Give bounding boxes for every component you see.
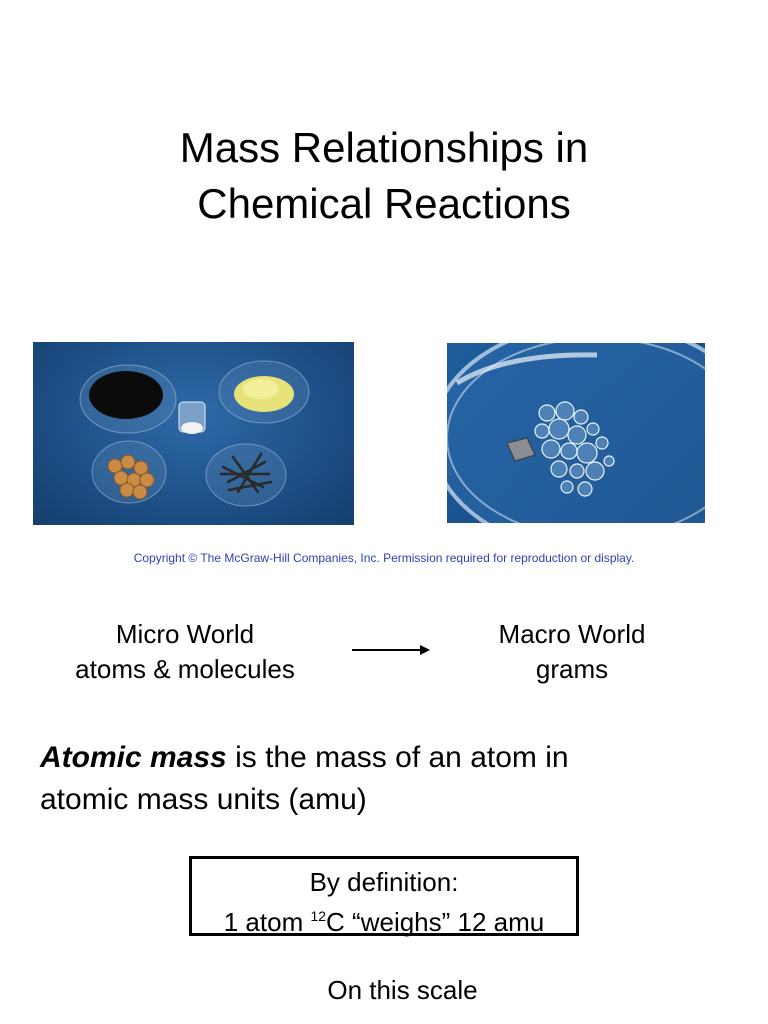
micro-world-sub: atoms & molecules xyxy=(75,654,295,684)
macro-world-sub: grams xyxy=(535,654,609,684)
title-line-2: Chemical Reactions xyxy=(197,180,571,227)
footer-text: On this scale xyxy=(327,975,478,1005)
definition-prefix: 1 atom xyxy=(223,907,311,937)
samples-photo xyxy=(33,342,354,525)
copyright-notice: Copyright © The McGraw-Hill Companies, Inc. Permission required for reproduction or display. xyxy=(133,551,635,565)
definition-statement xyxy=(192,899,576,939)
atomic-mass-rest: is the mass of an atom in xyxy=(226,741,569,774)
atomic-mass-line-2: atomic mass units (amu) xyxy=(40,783,367,816)
definition-heading: By definition: xyxy=(309,867,459,897)
micro-world-heading: Micro World xyxy=(115,619,255,649)
reaction-photo xyxy=(447,343,705,523)
micro-world-label xyxy=(40,617,330,687)
isotope-mass-number: 12 xyxy=(310,908,327,924)
definition-suffix: C “weighs” 12 amu xyxy=(326,907,545,937)
macro-world-label xyxy=(452,617,692,687)
reaction-illustration xyxy=(447,343,705,523)
samples-illustration xyxy=(33,342,354,525)
definition-box xyxy=(189,856,579,936)
atomic-mass-definition xyxy=(40,737,740,821)
atomic-mass-term: Atomic mass xyxy=(40,741,227,774)
page-title xyxy=(0,120,768,232)
macro-world-heading: Macro World xyxy=(498,619,646,649)
atomic-mass-line-1 xyxy=(40,737,740,779)
right-arrow-icon xyxy=(350,640,434,660)
title-line-1: Mass Relationships in xyxy=(179,124,589,171)
